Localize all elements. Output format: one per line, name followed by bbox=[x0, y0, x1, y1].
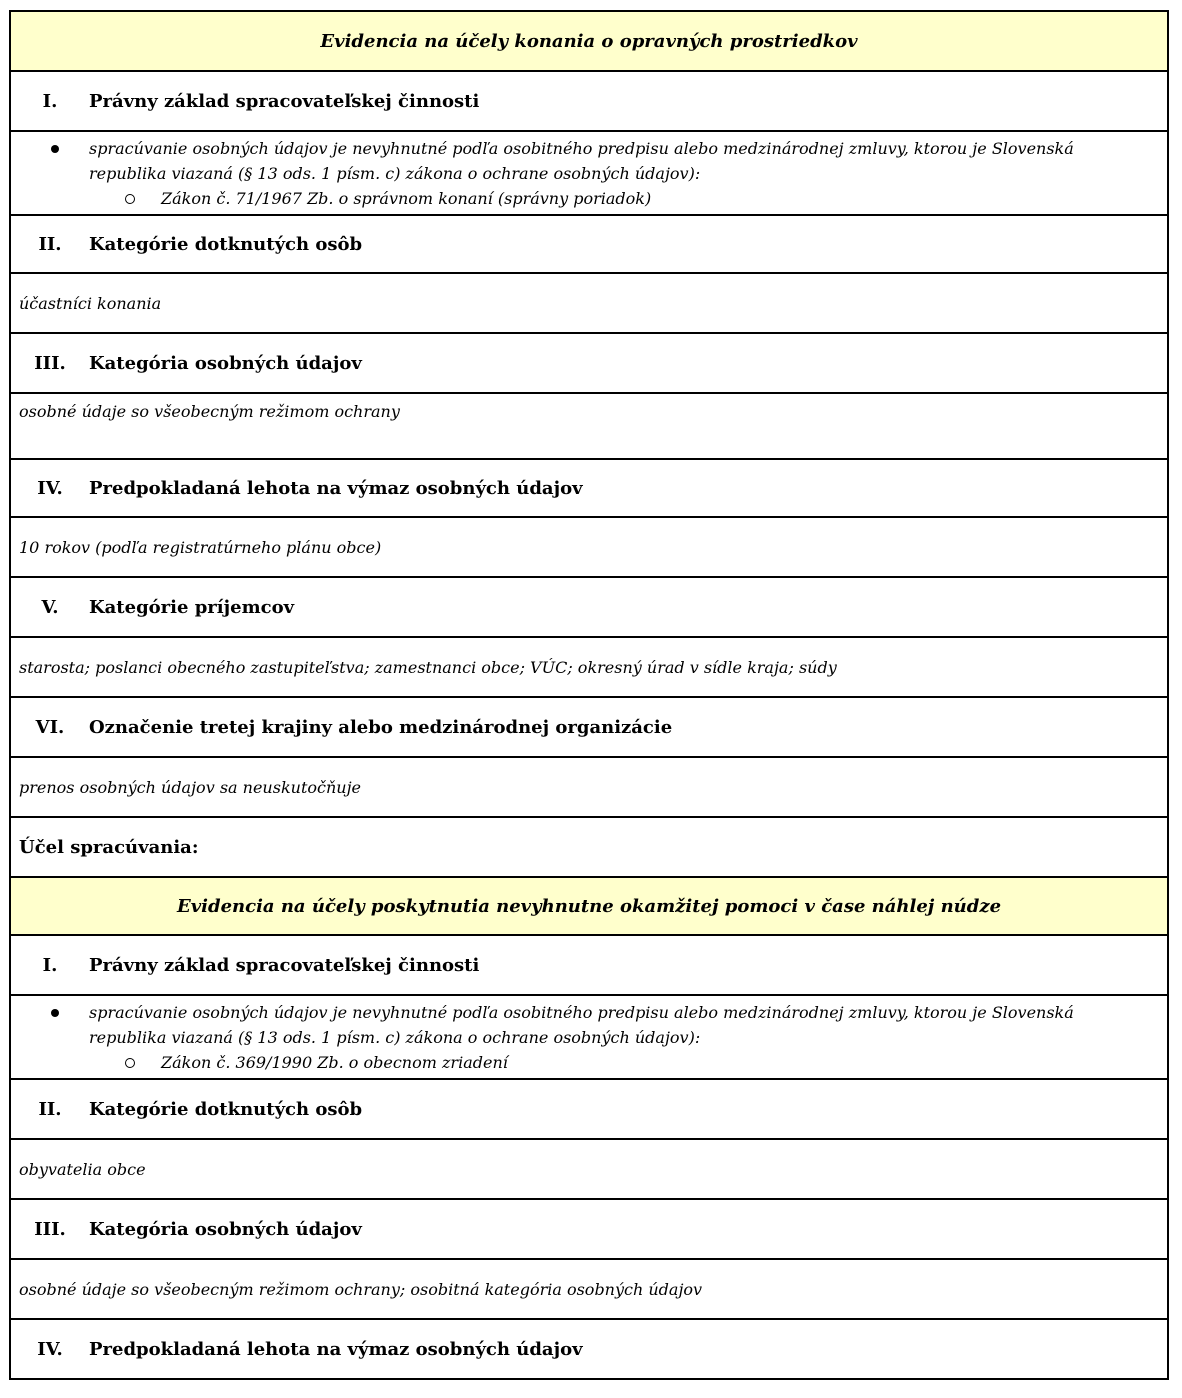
section-title: Právny základ spracovateľskej činnosti bbox=[89, 90, 480, 112]
section-heading-data-category bbox=[11, 334, 1167, 394]
section-number: III. bbox=[34, 1218, 66, 1240]
section-title: Kategórie príjemcov bbox=[89, 596, 295, 618]
section-heading-legal-basis bbox=[11, 936, 1167, 996]
value-text: osobné údaje so všeobecným režimom ochrany bbox=[19, 402, 400, 421]
third-country-value bbox=[11, 758, 1167, 818]
records-table bbox=[9, 10, 1169, 1380]
sub-bullet-text: Zákon č. 369/1990 Zb. o obecnom zriadení bbox=[161, 1053, 508, 1072]
section-title: Kategórie dotknutých osôb bbox=[89, 233, 363, 255]
record-title bbox=[11, 878, 1167, 936]
section-title: Kategória osobných údajov bbox=[89, 1218, 362, 1240]
data-subjects-value bbox=[11, 1140, 1167, 1200]
record-title bbox=[11, 12, 1167, 72]
section-heading-data-subjects bbox=[11, 1080, 1167, 1140]
section-number: IV. bbox=[37, 1338, 63, 1360]
data-category-value bbox=[11, 394, 1167, 460]
bullet-text: spracúvanie osobných údajov je nevyhnutné podľa osobitného predpisu alebo medzinárodnej zmluvy, ktorou je Slovenská republika viazaná (§ 13 ods. 1 písm. c) zákona o ochrane osobných údajov): bbox=[89, 139, 1074, 183]
circle-bullet-icon bbox=[125, 186, 161, 211]
data-category-value bbox=[11, 1260, 1167, 1320]
sub-bullet-item bbox=[125, 186, 1167, 211]
value-text: obyvatelia obce bbox=[19, 1159, 146, 1179]
section-title: Predpokladaná lehota na výmaz osobných údajov bbox=[89, 477, 583, 499]
bullet-item bbox=[11, 1000, 1167, 1050]
section-number: V. bbox=[41, 596, 59, 618]
section-number: III. bbox=[34, 352, 66, 374]
bullet-icon bbox=[11, 136, 89, 186]
value-text: starosta; poslanci obecného zastupiteľstva; zamestnanci obce; VÚC; okresný úrad v sídle kraja; súdy bbox=[19, 657, 837, 677]
section-number: II. bbox=[38, 1098, 62, 1120]
section-heading-recipients bbox=[11, 578, 1167, 638]
section-number: I. bbox=[42, 954, 58, 976]
legal-basis-content bbox=[11, 132, 1167, 216]
section-heading-legal-basis bbox=[11, 72, 1167, 132]
data-subjects-value bbox=[11, 274, 1167, 334]
sub-bullet-text: Zákon č. 71/1967 Zb. o správnom konaní (správny poriadok) bbox=[161, 189, 652, 208]
section-heading-data-category bbox=[11, 1200, 1167, 1260]
section-heading-third-country bbox=[11, 698, 1167, 758]
circle-bullet-icon bbox=[125, 1050, 161, 1075]
section-number: II. bbox=[38, 233, 62, 255]
sub-bullet-item bbox=[125, 1050, 1167, 1075]
bullet-item bbox=[11, 136, 1167, 186]
bullet-icon bbox=[11, 1000, 89, 1050]
section-heading-data-subjects bbox=[11, 216, 1167, 274]
value-text: osobné údaje so všeobecným režimom ochrany; osobitná kategória osobných údajov bbox=[19, 1279, 703, 1299]
purpose-label bbox=[11, 818, 1167, 878]
section-number: I. bbox=[42, 90, 58, 112]
section-title: Právny základ spracovateľskej činnosti bbox=[89, 954, 480, 976]
purpose-label-text: Účel spracúvania: bbox=[19, 836, 199, 858]
bullet-text: spracúvanie osobných údajov je nevyhnutné podľa osobitného predpisu alebo medzinárodnej zmluvy, ktorou je Slovenská republika viazaná (§ 13 ods. 1 písm. c) zákona o ochrane osobných údajov): bbox=[89, 1003, 1074, 1047]
section-heading-retention bbox=[11, 460, 1167, 518]
section-number: IV. bbox=[37, 477, 63, 499]
legal-basis-content bbox=[11, 996, 1167, 1080]
retention-value bbox=[11, 518, 1167, 578]
recipients-value bbox=[11, 638, 1167, 698]
section-title: Označenie tretej krajiny alebo medzinárodnej organizácie bbox=[89, 716, 673, 738]
value-text: účastníci konania bbox=[19, 293, 162, 313]
section-number: VI. bbox=[35, 716, 65, 738]
value-text: prenos osobných údajov sa neuskutočňuje bbox=[19, 777, 361, 797]
section-title: Kategória osobných údajov bbox=[89, 352, 362, 374]
value-text: 10 rokov (podľa registratúrneho plánu obce) bbox=[19, 537, 382, 557]
section-title: Kategórie dotknutých osôb bbox=[89, 1098, 363, 1120]
section-heading-retention bbox=[11, 1320, 1167, 1378]
record-title-text: Evidencia na účely poskytnutia nevyhnutne okamžitej pomoci v čase náhlej núdze bbox=[176, 895, 1002, 917]
record-title-text: Evidencia na účely konania o opravných prostriedkov bbox=[320, 30, 858, 52]
section-title: Predpokladaná lehota na výmaz osobných údajov bbox=[89, 1338, 583, 1360]
